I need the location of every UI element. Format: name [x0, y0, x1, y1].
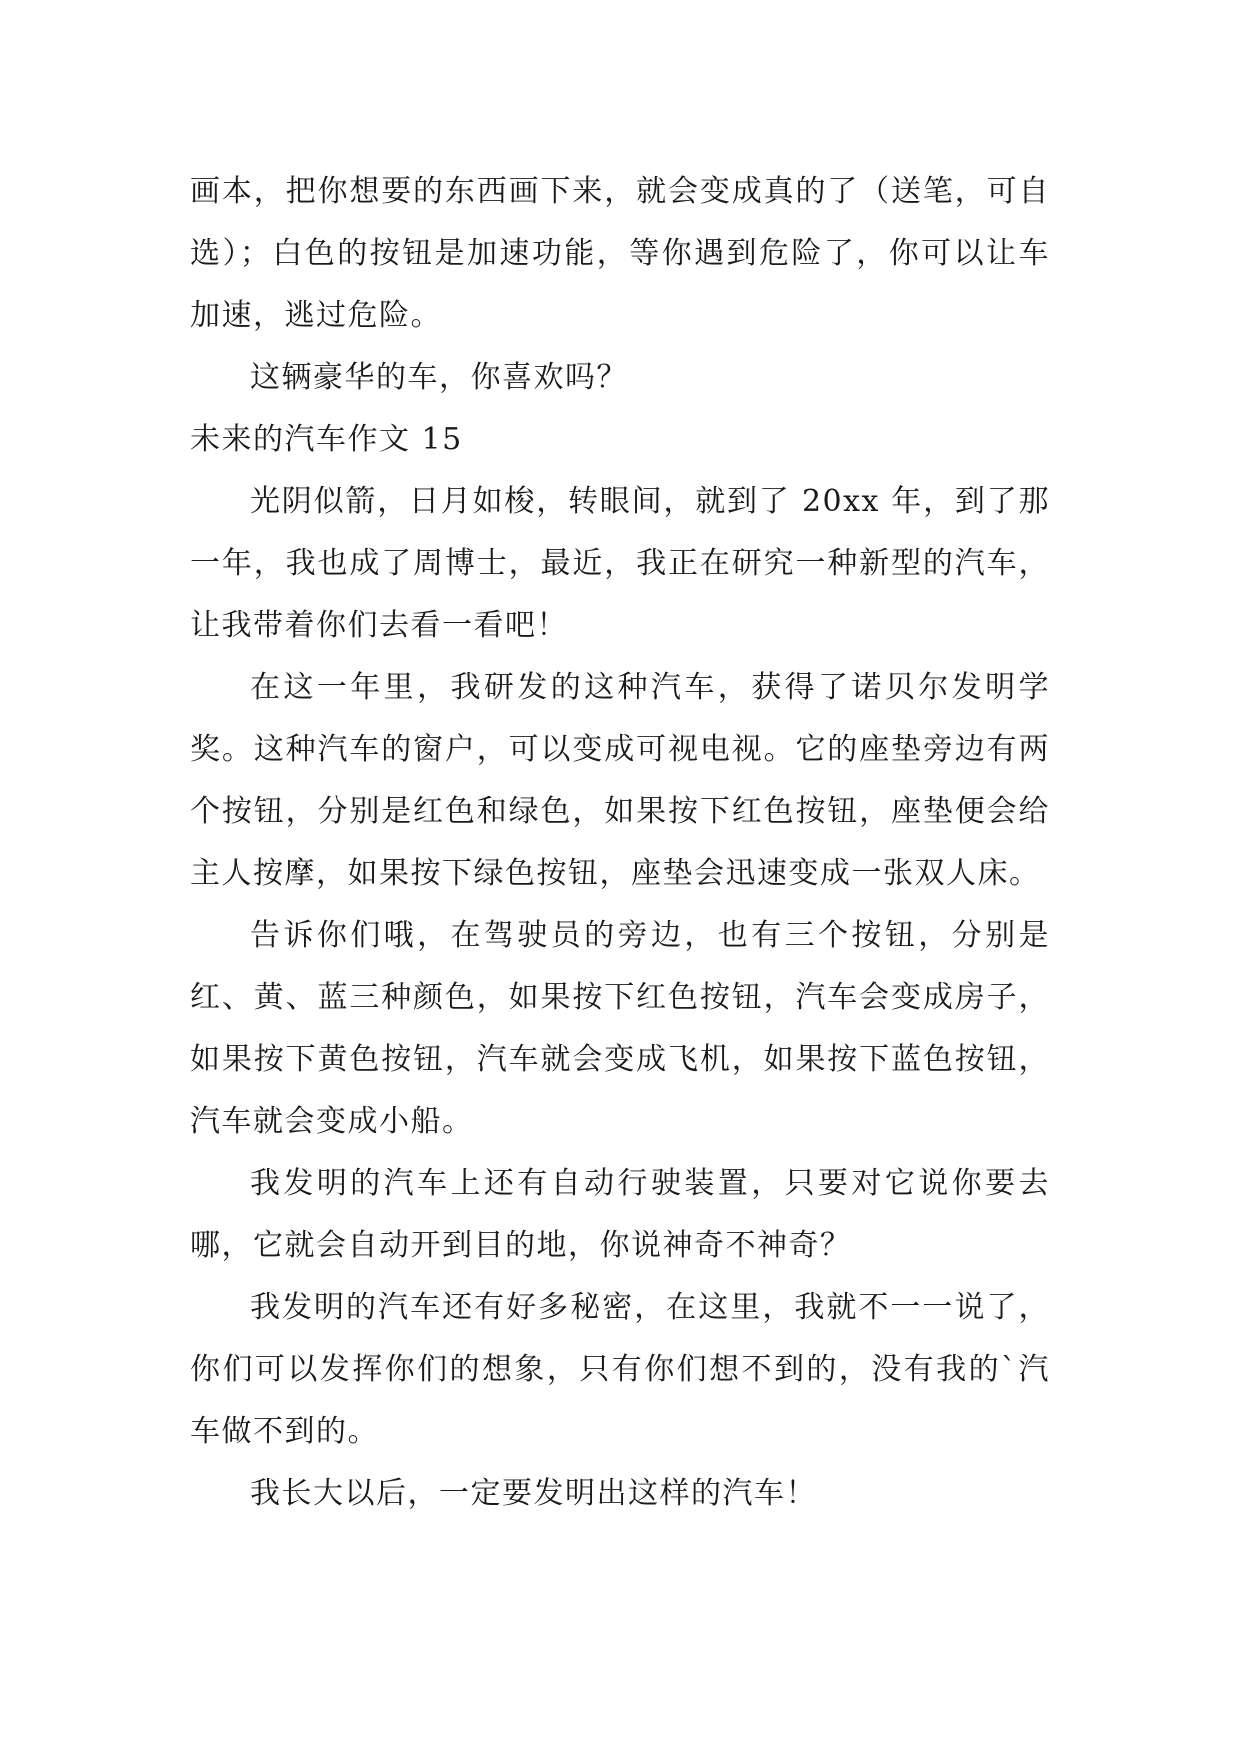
body-paragraph-6: 我长大以后，一定要发明出这样的汽车！: [250, 1476, 817, 1511]
intro-question-paragraph: 这辆豪华的车，你喜欢吗？: [250, 360, 628, 395]
body-paragraph-4: 我发明的汽车上还有自动行驶装置，只要对它说你要去哪，它就会自动开到目的地，你说神奇不神奇？: [190, 1166, 1050, 1263]
section-title: 未来的汽车作文 15: [190, 422, 463, 457]
body-paragraph-2: 在这一年里，我研发的这种汽车，获得了诺贝尔发明学奖。这种汽车的窗户，可以变成可视电视。它的座垫旁边有两个按钮，分别是红色和绿色，如果按下红色按钮，座垫便会给主人按摩，如果按下绿色按钮，座垫会迅速变成一张双人床。: [190, 670, 1050, 891]
body-paragraph-3: 告诉你们哦，在驾驶员的旁边，也有三个按钮，分别是红、黄、蓝三种颜色，如果按下红色按钮，汽车会变成房子，如果按下黄色按钮，汽车就会变成飞机，如果按下蓝色按钮，汽车就会变成小船。: [190, 918, 1050, 1139]
document-body: [190, 161, 1050, 1525]
body-paragraph-1: 光阴似箭，日月如梭，转眼间，就到了 20xx 年，到了那一年，我也成了周博士，最近，我正在研究一种新型的汽车，让我带着你们去看一看吧！: [190, 484, 1050, 643]
body-paragraph-5: 我发明的汽车还有好多秘密，在这里，我就不一一说了，你们可以发挥你们的想象，只有你们想不到的，没有我的`汽车做不到的。: [190, 1290, 1050, 1449]
intro-continuation-paragraph: 画本，把你想要的东西画下来，就会变成真的了（送笔，可自选）；白色的按钮是加速功能，等你遇到危险了，你可以让车加速，逃过危险。: [190, 174, 1050, 333]
